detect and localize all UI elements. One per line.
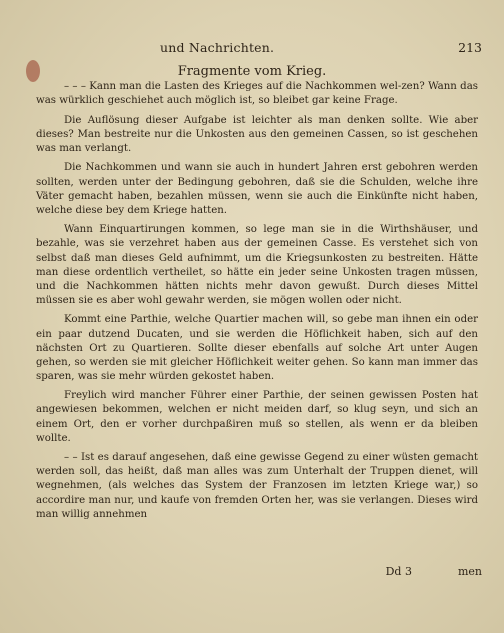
body-text [36,80,478,527]
paragraph: – – Ist es darauf angesehen, daß eine gewisse Gegend zu einer wüsten gemacht werden soll, das heißt, daß man alles was zum Unterhalt der Truppen dienet, will wegnehmen, (als welches das System der Franzosen im letzten Kriege war,) so accordire man nur, und kaufe von fremden Orten her, was sie verlangen. Dieses wird man willig annehmen [36,452,478,520]
paragraph: Freylich wird mancher Führer einer Parthie, der seinen gewissen Posten hat angewiesen bekommen, welchen er nicht meiden darf, so klug seyn, und sich an einem Ort, den er vorher durchpaßiren muß so stellen, als wenn er da bleiben wollte. [36,390,478,444]
catchword: men [457,565,482,578]
paragraph: Wann Einquartirungen kommen, so lege man sie in die Wirthshäuser, und bezahle, was sie verzehret haben aus der gemeinen Casse. Es verstehet sich von selbst daß man dieses Geld aufnimmt, um die Kriegsunkosten zu bestreiten. Hätte man diese ordentlich vertheilet, so hätte ein jeder seine Unkosten tragen müssen, und die Nachkommen hätten nichts mehr davon gewußt. Durch dieses Mittel müssen sie es aber wohl gewahr werden, sie mögen wollen oder nicht. [36,224,478,306]
paragraph: Die Nachkommen und wann sie auch in hundert Jahren erst gebohren werden sollten, werden unter der Bedingung gebohren, daß sie die Schulden, welche ihre Väter gemacht haben, bezahlen müssen, wenn sie auch die Einkünfte nicht haben, welche diese bey dem Kriege hatten. [36,162,478,216]
running-head: und Nachrichten. [160,40,275,55]
section-title: Fragmente vom Krieg. [177,64,327,79]
page-footer [386,565,482,578]
paragraph: Die Auflösung dieser Aufgabe ist leichter als man denken sollte. Wie aber dieses? Man bestreite nur die Unkosten aus den gemeinen Cassen, so ist geschehen was man verlangt. [36,114,478,154]
page-number: 213 [458,40,482,55]
paragraph: – – – Kann man die Lasten des Krieges auf die Nachkommen wel-zen? Wann das was würklich geschiehet auch möglich ist, so bleibet gar keine Frage. [36,81,478,107]
signature-mark: Dd 3 [385,565,412,578]
paragraph: Kommt eine Parthie, welche Quartier machen will, so gebe man ihnen ein oder ein paar dutzend Ducaten, und sie werden die Höflichkeit haben, sich auf den nächsten Ort zu Quartieren. Sollte dieser ebenfalls auf solche Art unter Augen gehen, so werden sie mit gleicher Höflichkeit weiter gehen. So kann man immer das sparen, was sie mehr würden gekostet haben. [36,314,478,382]
